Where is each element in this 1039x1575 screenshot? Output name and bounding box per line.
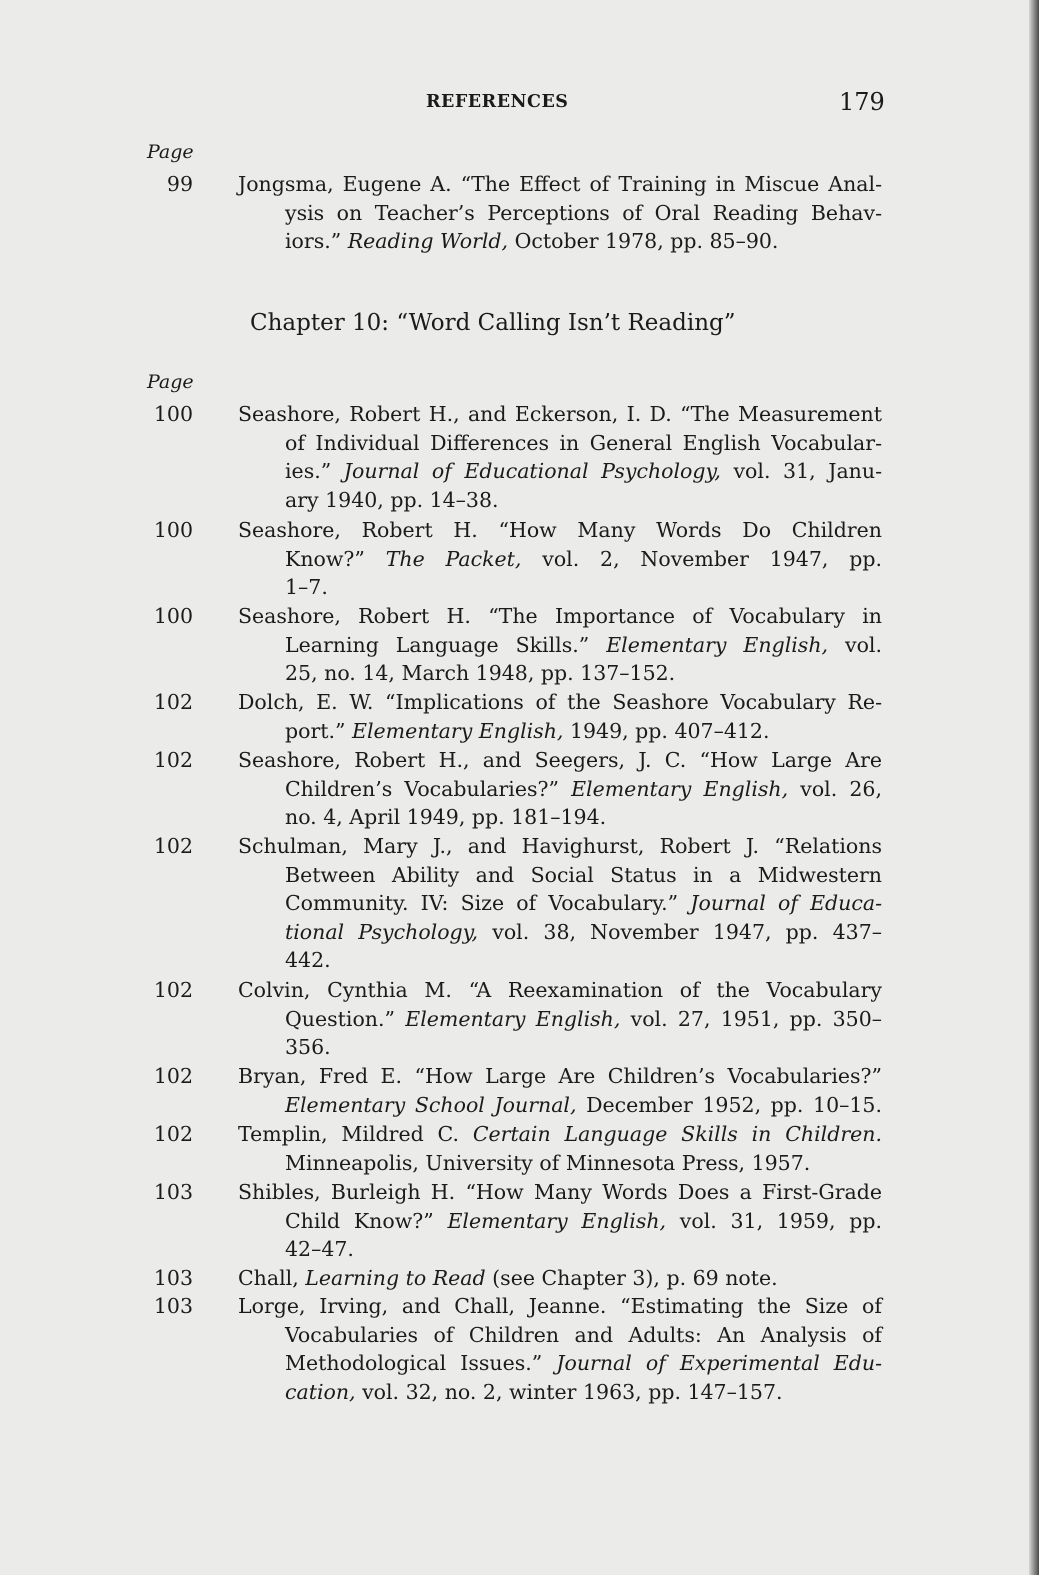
reference-line: 42–47. [285, 1237, 354, 1261]
reference-line: Seashore, Robert H. “How Many Words Do Children [238, 518, 882, 542]
reference-page: 100 [153, 604, 193, 628]
reference-line: ies.” Journal of Educational Psychology, vol. 31, Janu- [285, 459, 882, 483]
reference-text [238, 400, 882, 514]
running-header-title: REFERENCES [426, 92, 569, 112]
book-title: Certain Language Skills in Children. [472, 1122, 882, 1146]
journal-title: Elementary English, [606, 632, 829, 657]
reference-page: 103 [153, 1294, 193, 1318]
reference-line: Elementary School Journal, December 1952, pp. 10–15. [285, 1092, 882, 1117]
reference-text [238, 1292, 882, 1406]
reference-page: 102 [153, 1064, 193, 1088]
reference-line: Know?” The Packet, vol. 2, November 1947, pp. [285, 546, 882, 571]
reference-text [238, 976, 882, 1062]
book-title: Learning to Read [305, 1266, 486, 1290]
reference-page: 100 [153, 518, 193, 542]
reference-line: Jongsma, Eugene A. “The Effect of Training in Miscue Anal- [238, 172, 882, 196]
journal-title: Journal of Educational Psychology, [343, 459, 721, 483]
journal-title: Reading World, [347, 229, 509, 253]
journal-title: Journal of Educa- [690, 891, 882, 915]
reference-line: Children’s Vocabularies?” Elementary English, vol. 26, [285, 776, 882, 801]
reference-page: 102 [153, 690, 193, 714]
reference-page: 103 [153, 1180, 193, 1204]
reference-line: no. 4, April 1949, pp. 181–194. [285, 805, 607, 829]
journal-title: Elementary English, [352, 718, 564, 743]
reference-line: Shibles, Burleigh H. “How Many Words Does a First-Grade [238, 1180, 882, 1204]
journal-title: Elementary English, [447, 1208, 667, 1233]
reference-page: 103 [153, 1266, 193, 1290]
reference-line: Vocabularies of Children and Adults: An Analysis of [285, 1322, 882, 1347]
reference-page: 99 [166, 172, 193, 196]
journal-title: Journal of Experimental Edu- [556, 1351, 883, 1375]
journal-title: Elementary English, [571, 776, 789, 801]
reference-line: Schulman, Mary J., and Havighurst, Robert J. “Relations [238, 834, 882, 858]
reference-text [238, 602, 882, 688]
reference-text [238, 170, 882, 256]
reference-text [238, 1120, 882, 1177]
reference-line: Learning Language Skills.” Elementary English, vol. [285, 632, 882, 657]
journal-title: tional Psychology, [285, 919, 479, 944]
journal-title: Elementary English, [405, 1006, 621, 1031]
reference-line: iors.” Reading World, October 1978, pp. 85–90. [285, 229, 779, 253]
reference-line: 442. [285, 948, 331, 972]
reference-line: Between Ability and Social Status in a Midwestern [285, 862, 882, 887]
scan-edge-shadow [1029, 0, 1039, 1575]
reference-line: Templin, Mildred C. Certain Language Skills in Children. [238, 1122, 882, 1146]
reference-line: cation, vol. 32, no. 2, winter 1963, pp. 147–157. [285, 1379, 783, 1404]
page-column-label: Page [147, 371, 194, 393]
reference-line: ysis on Teacher’s Perceptions of Oral Reading Behav- [285, 200, 882, 225]
reference-text [238, 1062, 882, 1119]
journal-title: Elementary School Journal, [285, 1092, 577, 1117]
journal-title: cation, [285, 1379, 356, 1404]
reference-text [238, 516, 882, 602]
reference-page: 102 [153, 748, 193, 772]
reference-line: Bryan, Fred E. “How Large Are Children’s Vocabularies?” [238, 1064, 882, 1088]
reference-line: 1–7. [285, 575, 328, 599]
reference-line: Seashore, Robert H. “The Importance of Vocabulary in [238, 604, 882, 628]
reference-text [238, 746, 882, 832]
reference-line: 25, no. 14, March 1948, pp. 137–152. [285, 661, 676, 685]
journal-title: The Packet, [385, 546, 522, 571]
reference-line: port.” Elementary English, 1949, pp. 407–412. [285, 718, 770, 743]
reference-page: 100 [153, 402, 193, 426]
reference-line: tional Psychology, vol. 38, November 1947, pp. 437– [285, 919, 882, 944]
reference-line: of Individual Differences in General English Vocabular- [285, 430, 882, 455]
reference-line: Seashore, Robert H., and Seegers, J. C. “How Large Are [238, 748, 882, 772]
reference-line: Colvin, Cynthia M. “A Reexamination of the Vocabulary [238, 978, 882, 1002]
reference-page: 102 [153, 1122, 193, 1146]
reference-line: Methodological Issues.” Journal of Experimental Edu- [285, 1351, 883, 1375]
chapter-heading: Chapter 10: “Word Calling Isn’t Reading” [250, 310, 736, 336]
reference-line: Minneapolis, University of Minnesota Press, 1957. [285, 1150, 811, 1175]
reference-line: Lorge, Irving, and Chall, Jeanne. “Estimating the Size of [238, 1294, 882, 1318]
reference-line: Community. IV: Size of Vocabulary.” Journal of Educa- [285, 891, 882, 915]
reference-text [238, 1178, 882, 1264]
reference-line: Dolch, E. W. “Implications of the Seashore Vocabulary Re- [238, 690, 882, 714]
reference-line: Seashore, Robert H., and Eckerson, I. D. “The Measurement [238, 402, 882, 426]
reference-line: Child Know?” Elementary English, vol. 31, 1959, pp. [285, 1208, 882, 1233]
page-number: 179 [839, 88, 885, 116]
reference-line: Chall, Learning to Read (see Chapter 3), p. 69 note. [238, 1266, 778, 1290]
reference-line: 356. [285, 1035, 331, 1059]
reference-text [238, 832, 882, 975]
reference-text [238, 688, 882, 745]
reference-page: 102 [153, 978, 193, 1002]
reference-line: Question.” Elementary English, vol. 27, 1951, pp. 350– [285, 1006, 882, 1031]
page-column-label: Page [147, 141, 194, 163]
reference-page: 102 [153, 834, 193, 858]
reference-line: ary 1940, pp. 14–38. [285, 487, 499, 512]
reference-text [238, 1264, 882, 1293]
